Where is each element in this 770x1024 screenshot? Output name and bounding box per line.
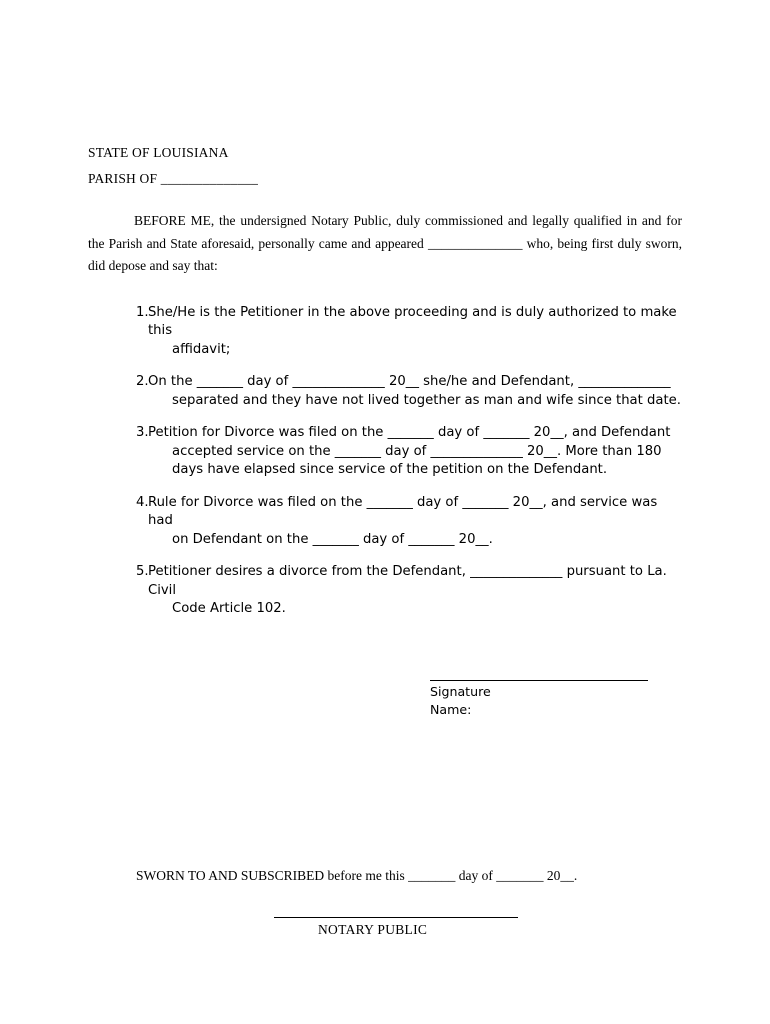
sworn-statement: SWORN TO AND SUBSCRIBED before me this _______ day of _______ 20__. [136,867,578,883]
affidavit-body [88,140,682,940]
list-item-line1: On the _______ day of ______________ 20__ she/he and Defendant, ______________ [148,374,671,389]
list-item-number: 1. [136,304,149,320]
list-item-number: 5. [136,564,149,579]
list-item [88,563,682,619]
list-item-number: 4. [136,494,149,510]
state-line: STATE OF LOUISIANA [88,145,229,160]
list-item-line2: Code Article 102. [172,601,286,616]
list-item-line1: She/He is the Petitioner in the above proceeding and is duly authorized to make this [148,304,677,338]
notary-public-label: NOTARY PUBLIC [318,921,428,937]
list-item-number: 2. [136,374,149,389]
intro-paragraph [88,210,682,278]
list-item-line1: Rule for Divorce was filed on the _______ day of _______ 20__, and service was had [148,494,658,528]
numbered-statements [88,304,682,619]
list-item [88,494,682,550]
signature-line [430,679,648,681]
intro-text: BEFORE ME, the undersigned Notary Public, duly commissioned and legally qualified in and for the Parish and State aforesaid, personally came and appeared ______________ who, being first duly sworn, did depose and say that: [88,213,682,273]
list-item-line2: on Defendant on the _______ day of _______ 20__. [172,531,493,547]
list-item [88,304,682,360]
list-item-line3: days have elapsed since service of the petition on the Defendant. [172,462,608,477]
parish-line: PARISH OF ______________ [88,171,259,186]
list-item [88,373,682,410]
list-item-number: 3. [136,425,149,440]
list-item-line1: Petition for Divorce was filed on the _______ day of _______ 20__, and Defendant [148,425,671,440]
list-item-line2: accepted service on the _______ day of ______________ 20__. More than 180 [172,443,662,459]
signature-block [88,679,682,718]
signature-name-label: Name: [430,702,472,717]
list-item-line2: separated and they have not lived together as man and wife since that date. [172,392,681,408]
list-item [88,424,682,480]
list-item-line2: affidavit; [172,341,231,357]
notary-signature-line [274,916,518,918]
list-item-line1: Petitioner desires a divorce from the Defendant, ______________ pursuant to La. Civil [148,564,667,598]
notary-block [88,916,682,940]
signature-label: Signature [430,683,491,699]
